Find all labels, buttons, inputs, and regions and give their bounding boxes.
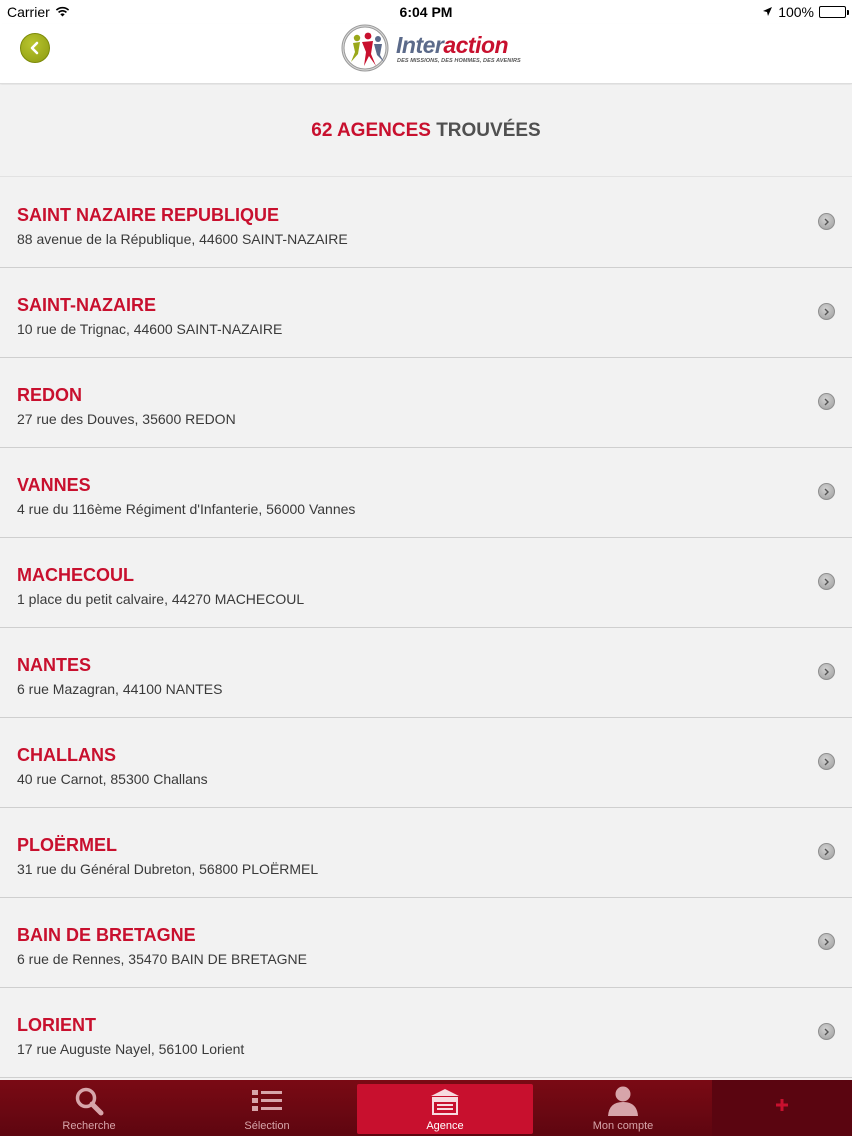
agency-name: BAIN DE BRETAGNE [17, 925, 196, 945]
chevron-right-icon[interactable] [818, 483, 835, 500]
agency-name: SAINT-NAZAIRE [17, 295, 156, 315]
agency-list [0, 178, 852, 1078]
chevron-right-icon[interactable] [818, 303, 835, 320]
agency-row[interactable] [0, 898, 852, 988]
chevron-right-icon[interactable] [818, 663, 835, 680]
user-icon [534, 1086, 712, 1116]
chevron-right-icon[interactable] [818, 393, 835, 410]
tab-label: Mon compte [592, 1120, 654, 1132]
search-icon [0, 1086, 178, 1116]
agency-row[interactable] [0, 358, 852, 448]
agency-name: VANNES [17, 475, 91, 495]
agency-name: LORIENT [17, 1015, 96, 1035]
tab-recherche[interactable] [0, 1080, 178, 1136]
agency-name: SAINT NAZAIRE REPUBLIQUE [17, 205, 280, 225]
agency-row[interactable] [0, 628, 852, 718]
agency-address: 27 rue des Douves, 35600 REDON [17, 411, 236, 427]
agency-name: NANTES [17, 655, 92, 675]
agency-name: PLOËRMEL [17, 835, 118, 855]
carrier-label: Carrier [7, 4, 50, 20]
location-arrow-icon [762, 4, 773, 20]
chevron-right-icon[interactable] [818, 843, 835, 860]
agency-row[interactable] [0, 268, 852, 358]
agency-address: 17 rue Auguste Nayel, 56100 Lorient [17, 1041, 245, 1057]
agency-row[interactable] [0, 988, 852, 1078]
agency-row[interactable] [0, 808, 852, 898]
chevron-right-icon[interactable] [818, 573, 835, 590]
agency-address: 31 rue du Général Dubreton, 56800 PLOËRMEL [17, 861, 319, 877]
clock: 6:04 PM [399, 4, 453, 20]
tab-label: Agence [426, 1120, 464, 1132]
results-suffix: TROUVÉES [436, 120, 541, 141]
building-icon [357, 1086, 533, 1116]
battery-icon [819, 6, 846, 18]
results-title [0, 120, 852, 142]
agency-address: 6 rue de Rennes, 35470 BAIN DE BRETAGNE [17, 951, 307, 967]
tab-label: Sélection [244, 1120, 290, 1132]
tab-agence[interactable] [357, 1084, 533, 1134]
agency-row[interactable] [0, 178, 852, 268]
tab-bar [0, 1080, 852, 1136]
tab-more[interactable] [712, 1080, 852, 1136]
results-count: 62 AGENCES [311, 120, 431, 141]
chevron-right-icon[interactable] [818, 753, 835, 770]
agency-address: 1 place du petit calvaire, 44270 MACHECOUL [17, 591, 305, 607]
agency-row[interactable] [0, 448, 852, 538]
chevron-right-icon[interactable] [818, 1023, 835, 1040]
status-bar [0, 0, 852, 24]
agency-name: CHALLANS [17, 745, 116, 765]
interaction-logo [340, 24, 520, 76]
agency-name: MACHECOUL [17, 565, 134, 585]
tab-label: Recherche [62, 1120, 116, 1132]
list-icon [178, 1086, 356, 1116]
agency-address: 40 rue Carnot, 85300 Challans [17, 771, 208, 787]
agency-address: 4 rue du 116ème Régiment d'Infanterie, 56000 Vannes [17, 501, 356, 517]
agency-address: 88 avenue de la République, 44600 SAINT-NAZAIRE [17, 231, 348, 247]
chevron-right-icon[interactable] [818, 933, 835, 950]
logo-emblem-icon [340, 24, 396, 76]
agency-address: 6 rue Mazagran, 44100 NANTES [17, 681, 223, 697]
agency-row[interactable] [0, 718, 852, 808]
logo-wordmark: Interaction [396, 32, 509, 58]
battery-percent: 100% [778, 4, 814, 20]
logo-tagline: DES MISSIONS, DES HOMMES, DES AVENIRS [397, 58, 521, 64]
agency-name: REDON [17, 385, 83, 405]
results-header [0, 85, 852, 177]
back-button[interactable] [20, 33, 50, 63]
agency-row[interactable] [0, 538, 852, 628]
tab-mon-compte[interactable] [534, 1080, 712, 1136]
chevron-left-icon [28, 41, 42, 55]
agency-address: 10 rue de Trignac, 44600 SAINT-NAZAIRE [17, 321, 283, 337]
plus-icon [712, 1098, 852, 1128]
navigation-bar [0, 24, 852, 84]
tab-selection[interactable] [178, 1080, 356, 1136]
chevron-right-icon[interactable] [818, 213, 835, 230]
